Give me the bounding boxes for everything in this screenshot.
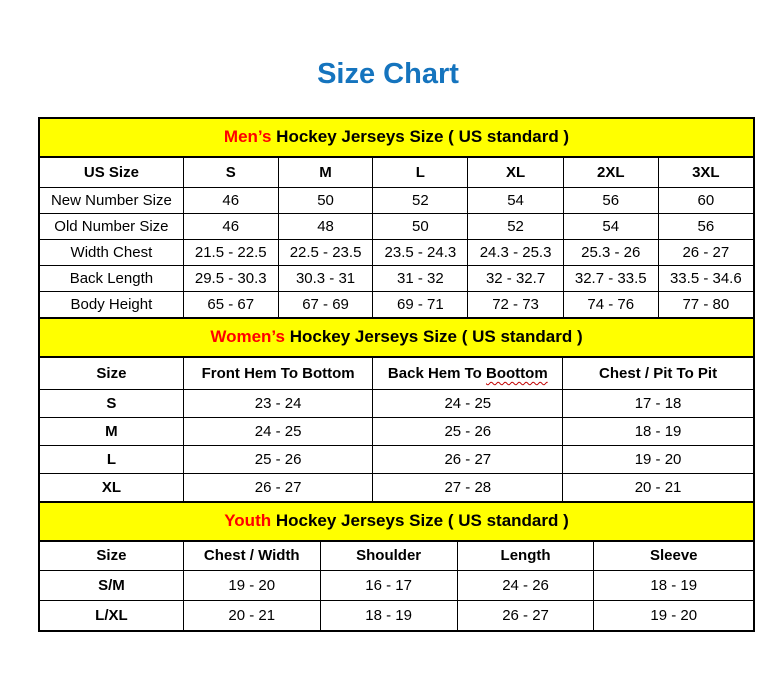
size-value-cell: 52 bbox=[468, 213, 564, 239]
size-value-cell: 46 bbox=[183, 187, 278, 213]
size-value-cell: 24 - 25 bbox=[373, 389, 563, 417]
size-value-cell: 23.5 - 24.3 bbox=[373, 239, 468, 265]
section-header-youth-rest: Hockey Jerseys Size ( US standard ) bbox=[271, 511, 569, 530]
mens-table-row bbox=[40, 187, 753, 213]
size-value-cell: 54 bbox=[468, 187, 564, 213]
mens-table-row bbox=[40, 213, 753, 239]
column-header: Length bbox=[457, 542, 594, 570]
size-value-cell: 20 - 21 bbox=[563, 473, 753, 501]
mens-table-row bbox=[40, 265, 753, 291]
mens-table-row bbox=[40, 239, 753, 265]
section-header-womens bbox=[40, 317, 753, 358]
size-value-cell: 22.5 - 23.5 bbox=[278, 239, 373, 265]
size-value-cell: 23 - 24 bbox=[183, 389, 373, 417]
size-value-cell: 29.5 - 30.3 bbox=[183, 265, 278, 291]
size-value-cell: 30.3 - 31 bbox=[278, 265, 373, 291]
section-header-youth-highlight: Youth bbox=[224, 511, 272, 530]
size-value-cell: 32.7 - 33.5 bbox=[563, 265, 658, 291]
womens-table-row bbox=[40, 389, 753, 417]
size-value-cell: 18 - 19 bbox=[320, 600, 457, 630]
mens-header-row bbox=[40, 158, 753, 187]
section-womens-sizes bbox=[40, 317, 753, 501]
column-header-text: Back Hem To bbox=[387, 364, 487, 382]
section-header-mens-rest: Hockey Jerseys Size ( US standard ) bbox=[271, 127, 570, 146]
womens-table-row bbox=[40, 445, 753, 473]
column-header: Chest / Width bbox=[183, 542, 320, 570]
size-value-cell: 19 - 20 bbox=[183, 570, 320, 600]
size-value-cell: 20 - 21 bbox=[183, 600, 320, 630]
column-header: 2XL bbox=[563, 158, 658, 187]
size-value-cell: 67 - 69 bbox=[278, 291, 373, 317]
size-value-cell: 33.5 - 34.6 bbox=[658, 265, 753, 291]
size-value-cell: 50 bbox=[278, 187, 373, 213]
row-label: L/XL bbox=[40, 600, 183, 630]
column-header: XL bbox=[468, 158, 564, 187]
size-value-cell: 56 bbox=[563, 187, 658, 213]
size-value-cell: 46 bbox=[183, 213, 278, 239]
youth-table-row bbox=[40, 600, 753, 630]
mens-table-row bbox=[40, 291, 753, 317]
womens-header-row bbox=[40, 358, 753, 389]
mens-size-table bbox=[40, 158, 753, 317]
size-value-cell: 18 - 19 bbox=[563, 417, 753, 445]
row-label: L bbox=[40, 445, 183, 473]
size-value-cell: 54 bbox=[563, 213, 658, 239]
womens-table-row bbox=[40, 417, 753, 445]
womens-table-row bbox=[40, 473, 753, 501]
youth-size-table bbox=[40, 542, 753, 630]
column-header: Size bbox=[40, 542, 183, 570]
size-value-cell: 19 - 20 bbox=[594, 600, 753, 630]
column-header: Shoulder bbox=[320, 542, 457, 570]
column-header: 3XL bbox=[658, 158, 753, 187]
size-value-cell: 21.5 - 22.5 bbox=[183, 239, 278, 265]
row-label: XL bbox=[40, 473, 183, 501]
size-value-cell: 17 - 18 bbox=[563, 389, 753, 417]
size-value-cell: 69 - 71 bbox=[373, 291, 468, 317]
row-label: S/M bbox=[40, 570, 183, 600]
size-value-cell: 19 - 20 bbox=[563, 445, 753, 473]
size-value-cell: 26 - 27 bbox=[373, 445, 563, 473]
size-value-cell: 52 bbox=[373, 187, 468, 213]
size-value-cell: 72 - 73 bbox=[468, 291, 564, 317]
womens-size-table bbox=[40, 358, 753, 501]
size-value-cell: 77 - 80 bbox=[658, 291, 753, 317]
size-value-cell: 26 - 27 bbox=[183, 473, 373, 501]
youth-table-row bbox=[40, 570, 753, 600]
size-value-cell: 32 - 32.7 bbox=[468, 265, 564, 291]
size-value-cell: 25 - 26 bbox=[183, 445, 373, 473]
row-label: New Number Size bbox=[40, 187, 183, 213]
size-value-cell: 27 - 28 bbox=[373, 473, 563, 501]
size-tables-container bbox=[38, 117, 755, 632]
section-header-youth bbox=[40, 501, 753, 542]
row-label: M bbox=[40, 417, 183, 445]
size-value-cell: 50 bbox=[373, 213, 468, 239]
section-header-mens-highlight: Men’s bbox=[223, 127, 272, 146]
size-value-cell: 26 - 27 bbox=[457, 600, 594, 630]
column-header: Sleeve bbox=[594, 542, 753, 570]
size-value-cell: 25.3 - 26 bbox=[563, 239, 658, 265]
size-value-cell: 74 - 76 bbox=[563, 291, 658, 317]
page-title: Size Chart bbox=[317, 58, 459, 90]
section-mens-sizes bbox=[40, 119, 753, 317]
row-label: Width Chest bbox=[40, 239, 183, 265]
size-value-cell: 24 - 25 bbox=[183, 417, 373, 445]
column-header: Size bbox=[40, 358, 183, 389]
section-youth-sizes bbox=[40, 501, 753, 630]
size-value-cell: 24 - 26 bbox=[457, 570, 594, 600]
size-value-cell: 56 bbox=[658, 213, 753, 239]
size-value-cell: 65 - 67 bbox=[183, 291, 278, 317]
size-value-cell: 25 - 26 bbox=[373, 417, 563, 445]
section-header-mens bbox=[40, 119, 753, 158]
section-header-womens-highlight: Women’s bbox=[210, 327, 285, 346]
misspelled-word: Boottom bbox=[486, 364, 548, 382]
row-label: Back Length bbox=[40, 265, 183, 291]
size-value-cell: 16 - 17 bbox=[320, 570, 457, 600]
youth-header-row bbox=[40, 542, 753, 570]
size-value-cell: 31 - 32 bbox=[373, 265, 468, 291]
section-header-womens-rest: Hockey Jerseys Size ( US standard ) bbox=[284, 327, 583, 346]
column-header: M bbox=[278, 158, 373, 187]
column-header: S bbox=[183, 158, 278, 187]
column-header: Front Hem To Bottom bbox=[183, 358, 373, 389]
row-label: Body Height bbox=[40, 291, 183, 317]
size-value-cell: 24.3 - 25.3 bbox=[468, 239, 564, 265]
row-label: S bbox=[40, 389, 183, 417]
size-value-cell: 60 bbox=[658, 187, 753, 213]
size-value-cell: 18 - 19 bbox=[594, 570, 753, 600]
size-value-cell: 48 bbox=[278, 213, 373, 239]
row-label: Old Number Size bbox=[40, 213, 183, 239]
column-header: US Size bbox=[40, 158, 183, 187]
size-value-cell: 26 - 27 bbox=[658, 239, 753, 265]
column-header: L bbox=[373, 158, 468, 187]
column-header: Chest / Pit To Pit bbox=[563, 358, 753, 389]
column-header bbox=[373, 358, 563, 389]
